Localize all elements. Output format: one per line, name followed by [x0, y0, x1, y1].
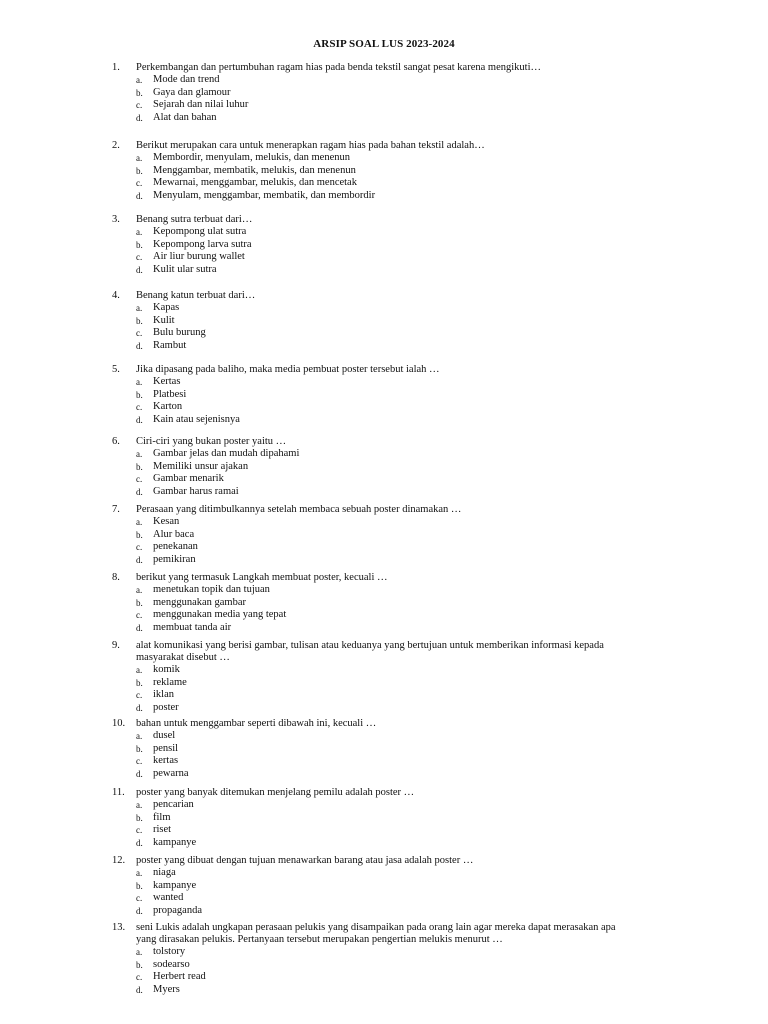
option-text: Kulit	[153, 314, 175, 326]
answer-option	[136, 689, 656, 702]
option-text: dusel	[153, 730, 176, 741]
option-text: Bulu burung	[153, 327, 206, 339]
option-text: sodearso	[153, 958, 190, 970]
option-letter: d.	[136, 837, 143, 848]
option-letter: c.	[136, 178, 143, 189]
answer-option	[136, 768, 656, 781]
option-text: penekanan	[153, 541, 198, 553]
option-text: Myers	[153, 983, 180, 995]
option-letter: c.	[136, 474, 143, 485]
option-text: Memiliki unsur ajakan	[153, 460, 249, 472]
option-text: Kertas	[153, 376, 181, 387]
answer-options	[136, 376, 656, 426]
question-text	[136, 62, 666, 74]
option-letter: c.	[136, 690, 143, 701]
option-text: Alat dan bahan	[153, 111, 217, 123]
answer-option	[136, 867, 656, 880]
question-number: 13.	[112, 922, 126, 933]
option-text: Gaya dan glamour	[153, 86, 231, 98]
question-text-line: Benang katun terbuat dari…	[136, 290, 256, 301]
answer-option	[136, 529, 656, 542]
answer-options	[136, 867, 656, 917]
answer-option	[136, 99, 656, 112]
question-text-line: alat komunikasi yang berisi gambar, tulisan atau keduanya yang bertujuan untuk memberikan informasi kepada	[136, 640, 604, 651]
option-text: Gambar harus ramai	[153, 485, 239, 497]
answer-option	[136, 905, 656, 918]
option-letter: d.	[136, 264, 143, 275]
answer-option	[136, 584, 656, 597]
answer-option	[136, 946, 656, 959]
answer-option	[136, 87, 656, 100]
option-text: niaga	[153, 867, 176, 878]
option-text: kertas	[153, 755, 179, 767]
option-text: Kepompong larva sutra	[153, 238, 252, 250]
option-text: menggunakan media yang tepat	[153, 609, 287, 621]
question-text	[136, 572, 666, 584]
option-letter: c.	[136, 756, 143, 767]
answer-option	[136, 251, 656, 264]
option-text: Kain atau sejenisnya	[153, 413, 240, 425]
option-text: propaganda	[153, 904, 202, 916]
option-letter: b.	[136, 743, 143, 754]
option-letter: a.	[136, 731, 143, 741]
answer-option	[136, 302, 656, 315]
option-text: Mode dan trend	[153, 74, 220, 85]
option-letter: c.	[136, 252, 143, 263]
answer-option	[136, 401, 656, 414]
option-letter: c.	[136, 893, 143, 904]
question-text-line: bahan untuk menggambar seperti dibawah ini, kecuali …	[136, 718, 377, 729]
option-text: wanted	[153, 892, 184, 904]
question-number: 1.	[112, 62, 120, 73]
answer-option	[136, 677, 656, 690]
question-text	[136, 290, 666, 302]
option-text: menggunakan gambar	[153, 596, 247, 608]
option-text: pewarna	[153, 767, 189, 779]
question-number: 9.	[112, 640, 120, 651]
option-letter: c.	[136, 542, 143, 553]
option-text: tolstory	[153, 946, 186, 957]
answer-option	[136, 486, 656, 499]
option-text: Platbesi	[153, 388, 187, 400]
answer-option	[136, 327, 656, 340]
option-text: film	[153, 811, 171, 823]
option-letter: b.	[136, 165, 143, 176]
question-text-line: Benang sutra terbuat dari…	[136, 214, 253, 225]
option-text: Gambar menarik	[153, 473, 224, 485]
question-text	[136, 436, 666, 448]
answer-option	[136, 971, 656, 984]
answer-options	[136, 664, 656, 714]
option-letter: b.	[136, 812, 143, 823]
answer-option	[136, 239, 656, 252]
question-text	[136, 640, 666, 664]
option-text: Sejarah dan nilai luhur	[153, 99, 249, 111]
question-text-line: poster yang banyak ditemukan menjelang pemilu adalah poster …	[136, 787, 415, 798]
document-title: ARSIP SOAL LUS 2023-2024	[313, 38, 455, 50]
answer-option	[136, 74, 656, 87]
question-number: 10.	[112, 718, 126, 729]
answer-options	[136, 74, 656, 124]
answer-option	[136, 892, 656, 905]
option-text: pensil	[153, 742, 179, 754]
question-number: 4.	[112, 290, 120, 301]
question-text	[136, 504, 666, 516]
option-text: pencarian	[153, 799, 194, 810]
answer-option	[136, 152, 656, 165]
question-text	[136, 787, 666, 799]
question-number: 2.	[112, 140, 120, 151]
option-text: kampanye	[153, 879, 197, 891]
answer-option	[136, 880, 656, 893]
answer-option	[136, 597, 656, 610]
answer-option	[136, 448, 656, 461]
answer-option	[136, 165, 656, 178]
answer-options	[136, 152, 656, 202]
question-text-line: seni Lukis adalah ungkapan perasaan pelukis yang disampaikan pada orang lain agar mereka dapat merasakan apa	[136, 922, 616, 933]
answer-option	[136, 554, 656, 567]
option-text: Kapas	[153, 302, 180, 313]
question-text	[136, 718, 666, 730]
option-text: Membordir, menyulam, melukis, dan menenun	[153, 152, 350, 163]
answer-options	[136, 226, 656, 276]
answer-option	[136, 609, 656, 622]
answer-option	[136, 702, 656, 715]
answer-option	[136, 389, 656, 402]
answer-options	[136, 946, 656, 996]
answer-option	[136, 755, 656, 768]
question-text	[136, 364, 666, 376]
answer-option	[136, 473, 656, 486]
question-text-line: Berikut merupakan cara untuk menerapkan ragam hias pada bahan tekstil adalah…	[136, 140, 485, 151]
option-text: pemikiran	[153, 553, 196, 565]
option-letter: d.	[136, 112, 143, 123]
option-letter: c.	[136, 402, 143, 413]
option-letter: d.	[136, 190, 143, 201]
answer-option	[136, 622, 656, 635]
answer-option	[136, 112, 656, 125]
option-letter: a.	[136, 303, 143, 313]
option-text: membuat tanda air	[153, 621, 232, 633]
answer-option	[136, 190, 656, 203]
option-letter: d.	[136, 768, 143, 779]
answer-option	[136, 664, 656, 677]
answer-option	[136, 340, 656, 353]
option-letter: b.	[136, 529, 143, 540]
answer-option	[136, 516, 656, 529]
question-text-line: Jika dipasang pada baliho, maka media pembuat poster tersebut ialah …	[136, 364, 440, 375]
question-text-line: berikut yang termasuk Langkah membuat poster, kecuali …	[136, 572, 388, 583]
option-text: kampanye	[153, 836, 197, 848]
option-letter: a.	[136, 75, 143, 85]
option-letter: a.	[136, 153, 143, 163]
option-text: Kepompong ulat sutra	[153, 226, 247, 237]
option-letter: a.	[136, 377, 143, 387]
answer-options	[136, 302, 656, 352]
option-text: Menggambar, membatik, melukis, dan menenun	[153, 164, 356, 176]
question-number: 3.	[112, 214, 120, 225]
option-text: Alur baca	[153, 528, 195, 540]
option-letter: d.	[136, 554, 143, 565]
question-text	[136, 214, 666, 226]
option-letter: a.	[136, 227, 143, 237]
option-text: komik	[153, 664, 180, 675]
option-text: Herbert read	[153, 971, 206, 983]
option-letter: a.	[136, 947, 143, 957]
answer-option	[136, 376, 656, 389]
answer-options	[136, 730, 656, 780]
answer-option	[136, 414, 656, 427]
option-letter: a.	[136, 517, 143, 527]
option-letter: c.	[136, 610, 143, 621]
question-text-line: Perkembangan dan pertumbuhan ragam hias pada benda tekstil sangat pesat karena mengikuti…	[136, 62, 541, 73]
option-letter: d.	[136, 622, 143, 633]
option-text: Gambar jelas dan mudah dipahami	[153, 448, 300, 459]
answer-options	[136, 448, 656, 498]
answer-options	[136, 584, 656, 634]
answer-option	[136, 264, 656, 277]
option-letter: d.	[136, 486, 143, 497]
answer-option	[136, 799, 656, 812]
option-letter: b.	[136, 880, 143, 891]
option-text: iklan	[153, 689, 174, 701]
option-letter: a.	[136, 868, 143, 878]
answer-options	[136, 516, 656, 566]
question-text	[136, 855, 666, 867]
answer-option	[136, 837, 656, 850]
option-letter: b.	[136, 959, 143, 970]
option-text: Rambut	[153, 339, 187, 351]
option-letter: c.	[136, 972, 143, 983]
question-text-line: yang dirasakan pelukis. Pertanyaan tersebut merupakan pengertian melukis menurut …	[136, 934, 503, 945]
question-number: 5.	[112, 364, 120, 375]
option-letter: d.	[136, 905, 143, 916]
option-text: Kulit ular sutra	[153, 263, 217, 275]
question-text-line: Ciri-ciri yang bukan poster yaitu …	[136, 436, 287, 447]
answer-option	[136, 315, 656, 328]
question-number: 11.	[112, 787, 125, 798]
option-text: Kesan	[153, 516, 180, 527]
answer-option	[136, 226, 656, 239]
option-text: poster	[153, 701, 179, 713]
option-text: menetukan topik dan tujuan	[153, 584, 270, 595]
option-letter: a.	[136, 665, 143, 675]
question-text-line: Perasaan yang ditimbulkannya setelah membaca sebuah poster dinamakan …	[136, 504, 462, 515]
question-number: 7.	[112, 504, 120, 515]
option-letter: b.	[136, 315, 143, 326]
option-letter: a.	[136, 585, 143, 595]
answer-option	[136, 461, 656, 474]
option-letter: a.	[136, 449, 143, 459]
answer-option	[136, 743, 656, 756]
question-text-line: masyarakat disebut …	[136, 652, 230, 663]
option-letter: b.	[136, 239, 143, 250]
option-letter: b.	[136, 461, 143, 472]
answer-option	[136, 812, 656, 825]
answer-options	[136, 799, 656, 849]
question-text	[136, 140, 666, 152]
option-letter: b.	[136, 677, 143, 688]
answer-option	[136, 730, 656, 743]
option-letter: d.	[136, 984, 143, 995]
option-letter: d.	[136, 340, 143, 351]
question-number: 12.	[112, 855, 126, 866]
answer-option	[136, 824, 656, 837]
option-letter: d.	[136, 414, 143, 425]
option-text: Air liur burung wallet	[153, 251, 245, 263]
option-letter: b.	[136, 87, 143, 98]
option-letter: a.	[136, 800, 143, 810]
question-text-line: poster yang dibuat dengan tujuan menawarkan barang atau jasa adalah poster …	[136, 855, 474, 866]
option-letter: c.	[136, 825, 143, 836]
answer-option	[136, 541, 656, 554]
option-text: Karton	[153, 401, 183, 413]
option-text: riset	[153, 824, 172, 836]
option-letter: b.	[136, 597, 143, 608]
option-text: reklame	[153, 676, 187, 688]
answer-option	[136, 959, 656, 972]
question-number: 6.	[112, 436, 120, 447]
option-letter: c.	[136, 328, 143, 339]
answer-option	[136, 177, 656, 190]
option-letter: c.	[136, 100, 143, 111]
option-text: Menyulam, menggambar, membatik, dan membordir	[153, 189, 376, 201]
answer-option	[136, 984, 656, 997]
option-text: Mewarnai, menggambar, melukis, dan mencetak	[153, 177, 357, 189]
option-letter: b.	[136, 389, 143, 400]
question-number: 8.	[112, 572, 120, 583]
option-letter: d.	[136, 702, 143, 713]
question-text	[136, 922, 666, 946]
